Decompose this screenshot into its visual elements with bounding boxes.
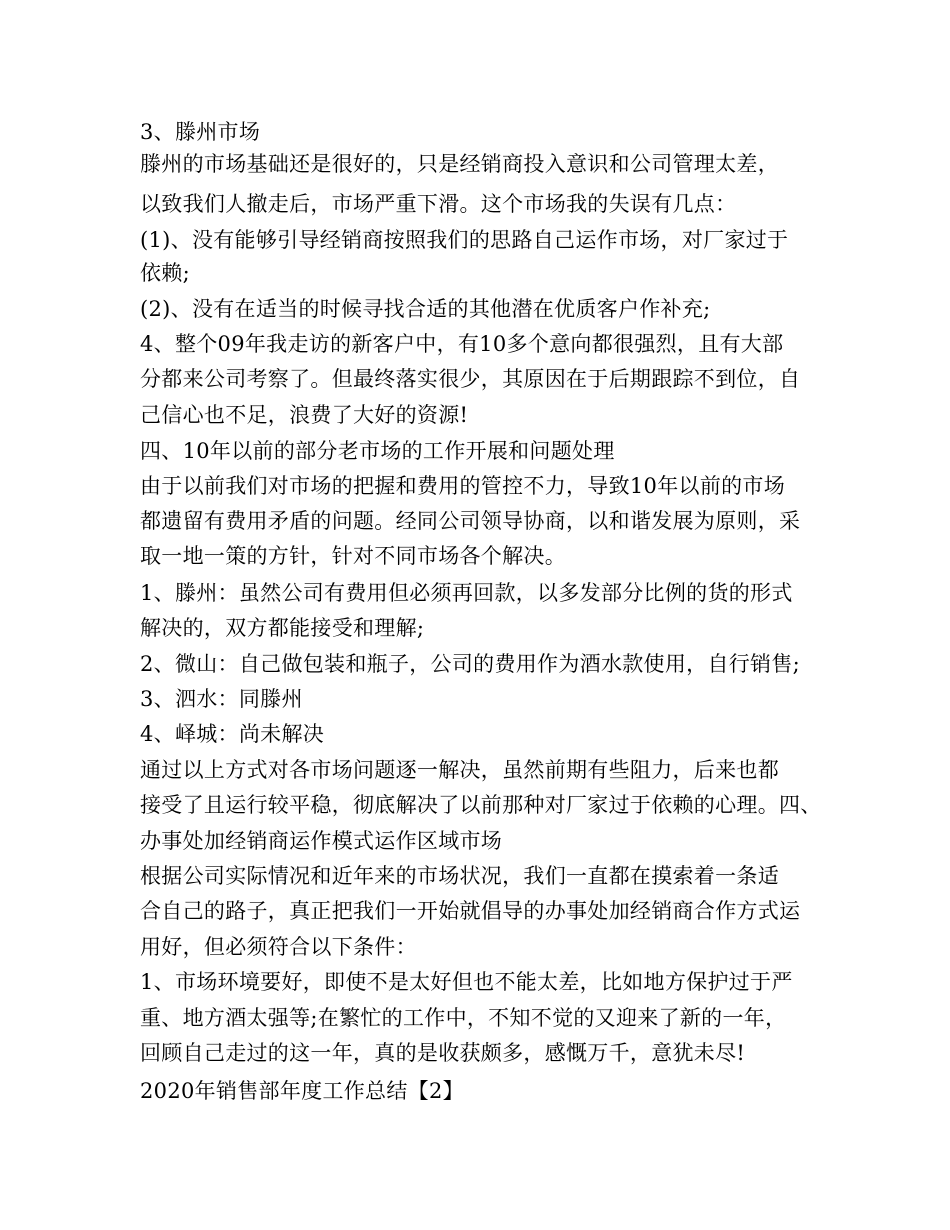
text-line: 接受了且运行较平稳，彻底解决了以前那种对厂家过于依赖的心理。四、 [140,793,822,817]
text-line: 1、市场环境要好，即使不是太好但也不能太差，比如地方保护过于严 [140,970,793,994]
text-line: 滕州的市场基础还是很好的，只是经销商投入意识和公司管理太差， [140,152,779,176]
text-line: (1)、没有能够引导经销商按照我们的思路自己运作市场，对厂家过于 [140,228,789,252]
text-line: 合自己的路子，真正把我们一开始就倡导的办事处加经销商合作方式运 [140,899,801,923]
text-line: 办事处加经销商运作模式运作区域市场 [140,829,503,853]
text-line: 根据公司实际情况和近年来的市场状况，我们一直都在摸索着一条适 [140,864,779,888]
text-line: 都遗留有费用矛盾的问题。经同公司领导协商，以和谐发展为原则，采 [140,509,801,533]
text-line: 2、微山：自己做包装和瓶子，公司的费用作为酒水款使用，自行销售; [140,652,801,676]
text-line: 己信心也不足，浪费了大好的资源! [140,403,469,427]
text-line: 取一地一策的方针，针对不同市场各个解决。 [140,544,566,568]
text-line: 4、峄城：尚未解决 [140,722,325,746]
text-line: 回顾自己走过的这一年，真的是收获颇多，感慨万千，意犹未尽! [140,1041,746,1065]
text-line: 依赖; [140,261,190,285]
text-line: 分都来公司考察了。但最终落实很少，其原因在于后期跟踪不到位，自 [140,367,801,391]
section-heading: 3、滕州市场 [140,120,261,144]
text-line: 通过以上方式对各市场问题逐一解决，虽然前期有些阻力，后来也都 [140,758,779,782]
text-line: 以致我们人撤走后，市场严重下滑。这个市场我的失误有几点： [140,192,737,216]
text-line: 由于以前我们对市场的把握和费用的管控不力，导致10年以前的市场 [140,474,786,498]
document-subtitle: 2020年销售部年度工作总结【2】 [140,1079,464,1103]
section-heading: 四、10年以前的部分老市场的工作开展和问题处理 [140,439,615,463]
text-line: 解决的，双方都能接受和理解; [140,616,425,640]
text-line: 重、地方酒太强等;在繁忙的工作中，不知不觉的又迎来了新的一年， [140,1006,787,1030]
text-line: 用好，但必须符合以下条件： [140,935,417,959]
text-line: 3、泗水：同滕州 [140,687,303,711]
text-line: 1、滕州：虽然公司有费用但必须再回款，以多发部分比例的货的形式 [140,581,793,605]
text-line: (2)、没有在适当的时候寻找合适的其他潜在优质客户作补充; [140,297,711,321]
text-line: 4、整个09年我走访的新客户中，有10多个意向都很强烈，且有大部 [140,332,784,356]
